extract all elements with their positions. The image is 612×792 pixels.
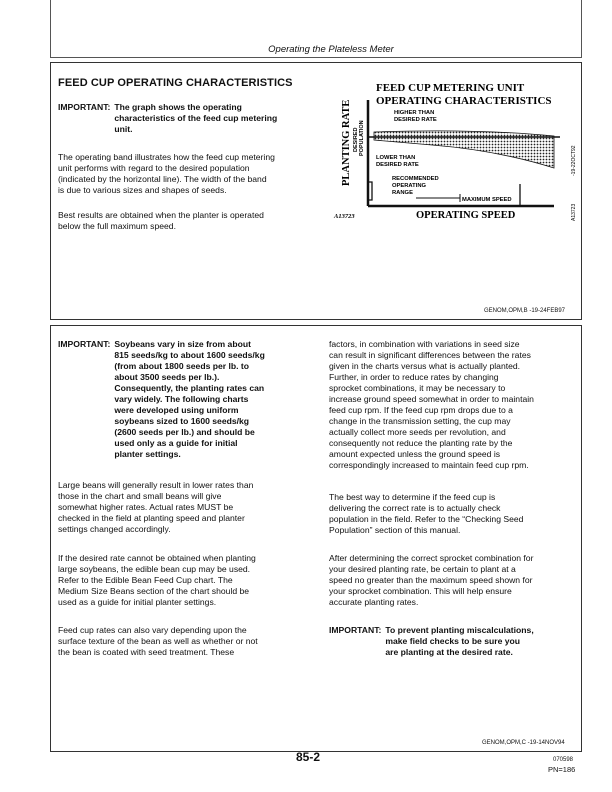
important-text <box>110 102 277 135</box>
text-line: settings changed accordingly. <box>58 524 171 534</box>
feed-cup-graph <box>332 74 582 224</box>
important-line: used only as a guide for initial <box>114 438 238 448</box>
important-line: Consequently, the planting rates can <box>114 383 265 393</box>
paragraph-large-beans <box>58 480 320 535</box>
text-line: actually collect more seeds per revolution, and <box>329 427 506 437</box>
text-line: population in the field. Refer to the “Checking Seed <box>329 514 524 524</box>
paragraph-best-way <box>329 492 574 536</box>
important-line: make field checks to be sure you <box>385 636 521 646</box>
header-rule <box>50 57 581 58</box>
important-line: unit. <box>114 124 133 134</box>
text-line: change in the transmission setting, the cup may <box>329 416 511 426</box>
text-line: large soybeans, the edible bean cup may be used. <box>58 564 251 574</box>
text-line: below the full maximum speed. <box>58 221 176 231</box>
text-line: After determining the correct sprocket combination for <box>329 553 534 563</box>
important-line: soybeans sized to 1600 seeds/kg <box>114 416 250 426</box>
text-line: your desired planting rate, be certain to plant at a <box>329 564 516 574</box>
important-soybeans <box>58 339 320 460</box>
text-line: sprocket combinations, it may be necessary to <box>329 383 506 393</box>
paragraph-operating-band <box>58 152 328 196</box>
figure-title-line2: OPERATING CHARACTERISTICS <box>376 95 552 107</box>
important-line: vary widely. The following charts <box>114 394 249 404</box>
important-label: IMPORTANT: <box>329 625 382 635</box>
text-line: those in the chart and small beans will give <box>58 491 222 501</box>
text-line: unit performs with regard to the desired population <box>58 163 250 173</box>
label-lower-line2: DESIRED RATE <box>376 162 419 168</box>
footer-code: 070598 <box>553 757 574 763</box>
text-line: delivering the correct rate is to actually check <box>329 503 501 513</box>
paragraph-surface-texture <box>58 625 320 658</box>
important-label: IMPORTANT: <box>58 339 111 349</box>
page-header: Operating the Plateless Meter <box>268 44 394 55</box>
important-field-checks <box>329 625 579 658</box>
text-line: Feed cup rates can also vary depending upon the <box>58 625 247 635</box>
label-recommended-line2: OPERATING <box>392 183 427 189</box>
section1-reference: GENOM,OPM,B -19-24FEB97 <box>484 308 566 314</box>
text-line: your sprocket combination. This will help ensure <box>329 586 512 596</box>
text-line: (indicated by the horizontal line). The width of the band <box>58 174 267 184</box>
text-line: Best results are obtained when the planter is operated <box>58 210 264 220</box>
text-line: is due to various sizes and shapes of seeds. <box>58 185 227 195</box>
important-text <box>110 339 264 460</box>
page-number: 85-2 <box>296 750 321 764</box>
footer-pn: PN=186 <box>548 765 576 774</box>
text-line: somewhat higher rates. Actual rates MUST be <box>58 502 234 512</box>
text-line: increase ground speed somewhat in order to maintain <box>329 394 534 404</box>
y-axis-sublabel-desired: DESIRED <box>353 127 359 152</box>
label-lower-line1: LOWER THAN <box>376 155 416 161</box>
important-line: about 3500 seeds per lb.). <box>114 372 220 382</box>
text-line: consequently not reduce the planting rate by the <box>329 438 513 448</box>
y-axis-sublabel-population: POPULATION <box>359 120 365 156</box>
important-line: are planting at the desired rate. <box>385 647 513 657</box>
figure-id: A13723 <box>334 213 355 220</box>
label-recommended-line1: RECOMMENDED <box>392 176 439 182</box>
text-line: the bean is coated with seed treatment. These <box>58 647 235 657</box>
important-line: Soybeans vary in size from about <box>114 339 251 349</box>
section-title: FEED CUP OPERATING CHARACTERISTICS <box>58 77 293 89</box>
side-id: A13723 <box>571 203 577 221</box>
text-line: surface texture of the bean as well as whether or not <box>58 636 258 646</box>
important-note <box>58 102 328 135</box>
text-line: speed no greater than the maximum speed shown for <box>329 575 533 585</box>
text-line: correspondingly increased to maintain feed cup rpm. <box>329 460 529 470</box>
text-line: used as a guide for initial planter settings. <box>58 597 217 607</box>
text-line: given in the charts versus what is actually planted. <box>329 361 521 371</box>
text-line: accurate planting rates. <box>329 597 419 607</box>
y-axis-label: PLANTING RATE <box>341 99 352 186</box>
paragraph-factors <box>329 339 574 471</box>
paragraph-desired-rate <box>58 553 320 608</box>
important-line: The graph shows the operating <box>114 102 242 112</box>
text-line: Further, in order to reduce rates by changing <box>329 372 499 382</box>
paragraph-sprocket <box>329 553 574 608</box>
figure-title-line1: FEED CUP METERING UNIT <box>376 82 525 94</box>
label-higher-line2: DESIRED RATE <box>394 117 437 123</box>
label-recommended-line3: RANGE <box>392 190 413 196</box>
text-line: feed cup rpm. If the feed cup rpm drops due to a <box>329 405 513 415</box>
x-axis-label: OPERATING SPEED <box>416 210 516 221</box>
text-line: checked in the field at planting speed and planter <box>58 513 245 523</box>
text-line: can result in significant differences between the rates <box>329 350 531 360</box>
section2-reference: GENOM,OPM,C -19-14NOV94 <box>482 740 565 746</box>
important-line: 815 seeds/kg to about 1600 seeds/kg <box>114 350 265 360</box>
important-line: planter settings. <box>114 449 181 459</box>
paragraph-best-results <box>58 210 328 232</box>
important-text <box>381 625 533 658</box>
text-line: The operating band illustrates how the feed cup metering <box>58 152 275 162</box>
label-higher-line1: HIGHER THAN <box>394 110 435 116</box>
side-date: -19-22OCT92 <box>571 145 577 176</box>
important-line: (from about 1800 seeds per lb. to <box>114 361 250 371</box>
text-line: Population” section of this manual. <box>329 525 461 535</box>
text-line: If the desired rate cannot be obtained when planting <box>58 553 256 563</box>
text-line: Large beans will generally result in lower rates than <box>58 480 254 490</box>
important-line: characteristics of the feed cup metering <box>114 113 278 123</box>
text-line: Refer to the Edible Bean Feed Cup chart. The <box>58 575 233 585</box>
text-line: The best way to determine if the feed cup is <box>329 492 496 502</box>
text-line: amount expected unless the ground speed is <box>329 449 501 459</box>
important-label: IMPORTANT: <box>58 102 111 112</box>
important-line: To prevent planting miscalculations, <box>385 625 534 635</box>
text-line: factors, in combination with variations in seed size <box>329 339 520 349</box>
important-line: (2600 seeds per lb.) and should be <box>114 427 255 437</box>
important-line: were developed using uniform <box>114 405 239 415</box>
label-max-speed: MAXIMUM SPEED <box>462 197 512 203</box>
text-line: Medium Size Beans section of the chart should be <box>58 586 250 596</box>
